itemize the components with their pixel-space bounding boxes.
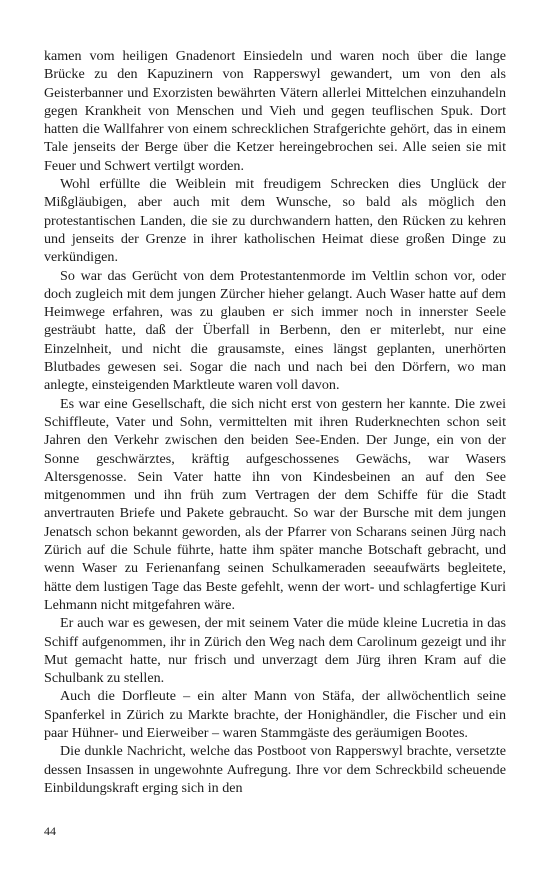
paragraph-2: Wohl erfüllte die Weiblein mit freudigem Schrecken dies Unglück der Mißgläubigen, aber auch mit dem Wunsche, so bald als möglich den protestantischen Landen, die sie zu durchwandern hatten, den Rücken zu kehren und jenseits der Grenze in ihrer katholischen Heimat diese großen Dinge zu verkündigen. xyxy=(44,176,506,266)
paragraph-4: Es war eine Gesellschaft, die sich nicht erst von gestern her kannte. Die zwei Schiffleute, Vater und Sohn, vermittelten mit ihren Ruderknechten schon seit Jahren den Verkehr zwischen den beiden See-Enden. Der Junge, ein von der Sonne geschwärztes, kräftig aufgeschossenes Gewächs, war Wasers Altersgenosse. Sein Vater hatte ihn von Kindesbeinen an auf den See mitgenommen und ihn früh zum Vertragen der dem Schiffe für die Stadt anvertrauten Briefe und Pakete gebraucht. So war der Bursche mit dem jungen Jenatsch schon bekannt geworden, als der Pfarrer von Scharans seinen Jürg nach Zürich auf die Schule führte, hatte ihm später manche Botschaft gebracht, und wenn Waser zu Ferienanfang seinen Schulkameraden seeaufwärts begleitete, hätte dem lustigen Tage das Beste gefehlt, wenn der wort- und schlagfertige Kuri Lehmann nicht mitgefahren wäre. xyxy=(44,395,506,613)
page-number: 44 xyxy=(44,824,56,838)
body-text xyxy=(44,47,506,797)
paragraph-1: kamen vom heiligen Gnadenort Einsiedeln und waren noch über die lange Brücke zu den Kapuzinern von Rapperswyl gewandert, um von den als Geisterbanner und Exorzisten bewährten Vätern allerlei Mittelchen einzuhandeln gegen Krankheit von Menschen und Vieh und gegen teuflischen Spuk. Dort hatten die Wallfahrer von einem schrecklichen Strafgerichte gehört, das in einem Tale jenseits der Berge über die Ketzer hereingebrochen sei. Alle seien sie mit Feuer und Schwert vertilgt worden. xyxy=(44,48,506,174)
paragraph-7: Die dunkle Nachricht, welche das Postboot von Rapperswyl brachte, versetzte dessen Insassen in ungewohnte Aufregung. Ihre vor dem Schreckbild scheuende Einbildungskraft erging sich in den xyxy=(44,743,506,796)
paragraph-3: So war das Gerücht von dem Protestantenmorde im Veltlin schon vor, oder doch zugleich mit dem jungen Zürcher hieher gelangt. Auch Waser hatte auf dem Heimwege erfahren, was zu glauben er sich immer noch in innerster Seele gesträubt hatte, daß der Überfall in Berbenn, den er miterlebt, nur eine Einzelnheit, und nicht die grausamste, eines längst geplanten, unerhörten Blutbades gewesen sei. Sogar die nach und nach bei den Dörfern, wo man anlegte, einsteigenden Marktleute waren voll davon. xyxy=(44,267,506,394)
paragraph-6: Auch die Dorfleute – ein alter Mann von Stäfa, der allwöchentlich seine Spanferkel in Zürich zu Markte brachte, der Honighändler, die Fischer und ein paar Hühner- und Eierweiber – waren Stammgäste des geräumigen Bootes. xyxy=(44,688,506,741)
paragraph-5: Er auch war es gewesen, der mit seinem Vater die müde kleine Lucretia in das Schiff aufgenommen, ihr in Zürich den Weg nach dem Carolinum gezeigt und ihr Mut gemacht hatte, nur frisch und unverzagt dem Jürg ihren Kram auf die Schulbank zu stellen. xyxy=(44,615,506,687)
